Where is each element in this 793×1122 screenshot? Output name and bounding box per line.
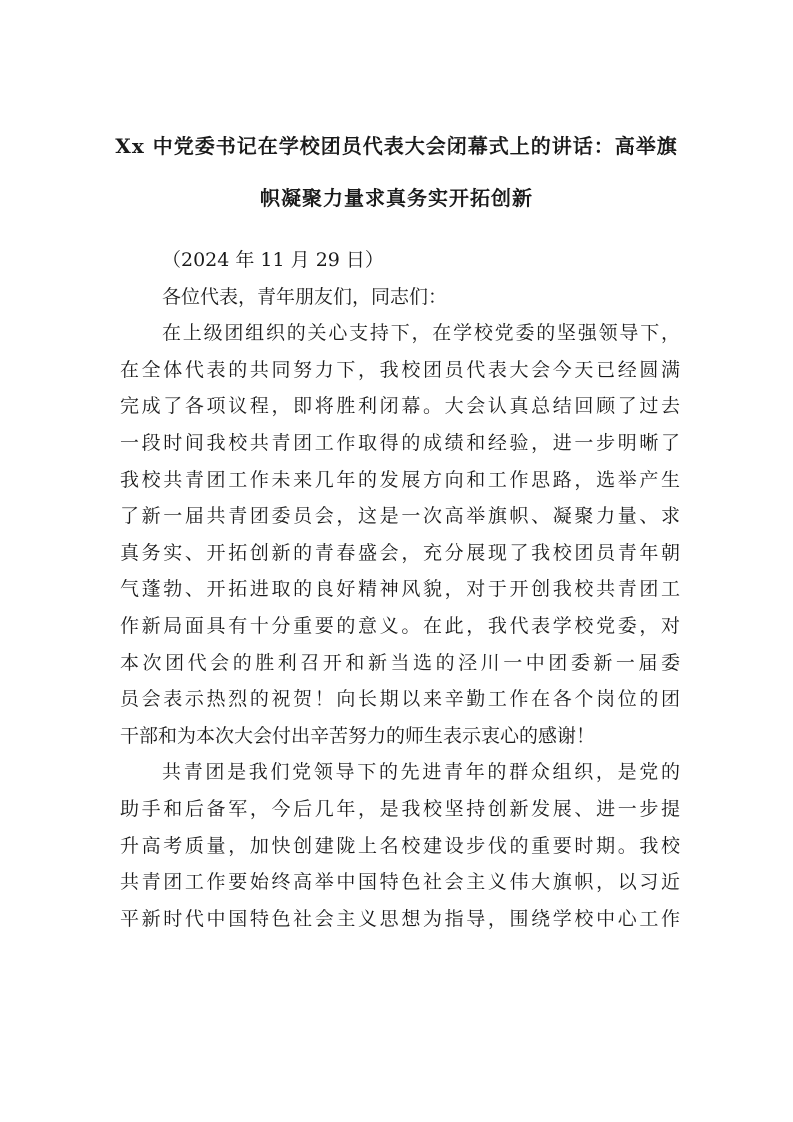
paragraph-line: 在上级团组织的关心支持下，在学校党委的坚强领导下， [162,322,680,345]
salutation: 各位代表，青年朋友们，同志们： [162,285,448,308]
paragraph-line: 平新时代中国特色社会主义思想为指导，围绕学校中心工作 [120,907,680,930]
paragraph-line: 员会表示热烈的祝贺！向长期以来辛勤工作在各个岗位的团 [120,688,680,711]
speech-date: （2024 年 11 月 29 日） [162,249,384,271]
document-title-line-1: Xx 中党委书记在学校团员代表大会闭幕式上的讲话：高举旗 [115,134,678,158]
paragraph-line: 作新局面具有十分重要的意义。在此，我代表学校党委，对 [120,614,680,637]
paragraph-line: 完成了各项议程，即将胜利闭幕。大会认真总结回顾了过去 [120,395,680,418]
paragraph-line: 干部和为本次大会付出辛苦努力的师生表示衷心的感谢！ [120,724,596,747]
paragraph-line: 一段时间我校共青团工作取得的成绩和经验，进一步明晰了 [120,431,680,454]
paragraph-1 [120,315,680,754]
paragraph-line: 共青团是我们党领导下的先进青年的群众组织，是党的 [162,761,680,784]
paragraph-line: 升高考质量，加快创建陇上名校建设步伐的重要时期。我校 [120,834,680,857]
paragraph-line: 助手和后备军，今后几年，是我校坚持创新发展、进一步提 [120,797,680,820]
paragraph-line: 在全体代表的共同努力下，我校团员代表大会今天已经圆满 [120,358,680,381]
document-body [120,242,680,937]
paragraph-line: 了新一届共青团委员会，这是一次高举旗帜、凝聚力量、求 [120,505,680,528]
paragraph-line: 气蓬勃、开拓进取的良好精神风貌，对于开创我校共青团工 [120,578,680,601]
paragraph-line: 共青团工作要始终高举中国特色社会主义伟大旗帜，以习近 [120,871,680,894]
document-title-line-2: 帜凝聚力量求真务实开拓创新 [260,186,533,210]
paragraph-2 [120,754,680,937]
paragraph-line: 真务实、开拓创新的青春盛会，充分展现了我校团员青年朝 [120,541,680,564]
paragraph-line: 我校共青团工作未来几年的发展方向和工作思路，选举产生 [120,468,680,491]
paragraph-line: 本次团代会的胜利召开和新当选的泾川一中团委新一届委 [120,651,680,674]
